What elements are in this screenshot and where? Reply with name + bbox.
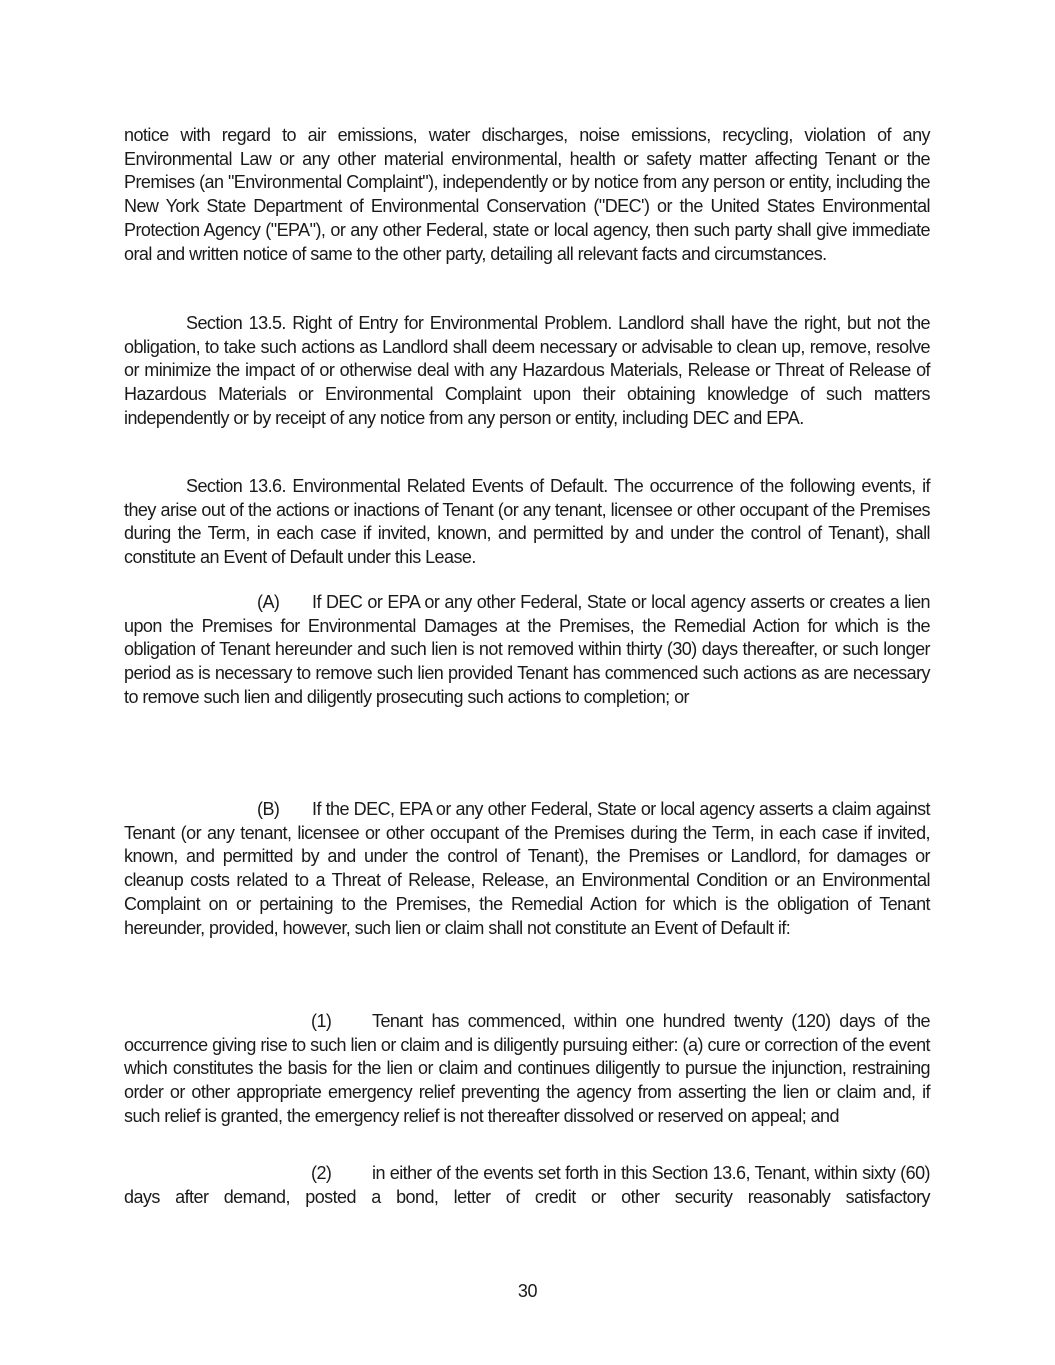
section-13-5-right-of-entry [124,312,930,431]
clause-body: If the DEC, EPA or any other Federal, State or local agency asserts a claim against Tenant (or any tenant, licensee or other occupant of the Premises during the Term, in each case if invited, known, and permitted by and under the control of Tenant), the Premises or Landlord, for damages or cleanup costs related to a Threat of Release, Release, an Environmental Condition or an Environmental Complaint on or pertaining to the Premises, the Remedial Action for which is the obligation of Tenant hereunder, provided, however, such lien or claim shall not constitute an Event of Default if: [124,799,930,938]
section-heading: Section 13.5. Right of Entry for Environmental Problem. [186,313,612,333]
section-body: Landlord shall have the right, but not the obligation, to take such actions as Landlord shall deem necessary or advisable to clean up, remove, resolve or minimize the impact of or otherwise deal with any Hazardous Materials, Release or Threat of Release of Hazardous Materials or Environmental Complaint upon their obtaining knowledge of such matters independently or by receipt of any notice from any person or entity, including DEC and EPA. [124,313,931,428]
clause-b-claim [124,798,930,940]
clause-body: If DEC or EPA or any other Federal, State or local agency asserts or creates a lien upon the Premises for Environmental Damages at the Premises, the Remedial Action for which is the obligation of Tenant hereunder and such lien is not removed within thirty (30) days thereafter, or such longer period as is necessary to remove such lien provided Tenant has commenced such actions as are necessary to remove such lien and diligently prosecuting such actions to completion; or [124,592,930,707]
clause-label: (A) [257,592,280,612]
subclause-1-tenant-commenced [124,1010,930,1129]
subclause-label: (2) [311,1163,332,1183]
subclause-label: (1) [311,1011,332,1031]
section-13-6-events-of-default [124,475,930,570]
section-heading: Section 13.6. Environmental Related Events of Default. [186,476,608,496]
paragraph-text: notice with regard to air emissions, water discharges, noise emissions, recycling, violation of any Environmental Law or any other material environmental, health or safety matter affecting Tenant or the Premises (an "Environmental Complaint"), independently or by notice from any person or entity, including the New York State Department of Environmental Conservation ("DEC') or the United States Environmental Protection Agency ("EPA"), or any other Federal, state or local agency, then such party shall give immediate oral and written notice of same to the other party, detailing all relevant facts and circumstances. [124,125,930,264]
subclause-body: in either of the events set forth in this Section 13.6, Tenant, within sixty (60) days after demand, posted a bond, letter of credit or other security reasonably satisfactory [124,1163,930,1207]
section-body: The occurrence of the following events, if they arise out of the actions or inactions of Tenant (or any tenant, licensee or other occupant of the Premises during the Term, in each case if invited, known, and permitted by and under the control of Tenant), shall constitute an Event of Default under this Lease. [124,476,930,568]
subclause-2-security [124,1162,930,1209]
paragraph-environmental-complaint-notice [124,124,930,266]
subclause-body: Tenant has commenced, within one hundred twenty (120) days of the occurrence giving rise to such lien or claim and is diligently pursuing either: (a) cure or correction of the event which constitutes the basis for the lien or claim and continues diligently to pursue the injunction, restraining order or other appropriate emergency relief preventing the agency from asserting the lien or claim and, if such relief is granted, the emergency relief is not thereafter dissolved or reserved on appeal; and [124,1011,930,1126]
page-number: 30 [517,1281,538,1301]
clause-label: (B) [257,799,280,819]
clause-a-lien [124,591,930,710]
